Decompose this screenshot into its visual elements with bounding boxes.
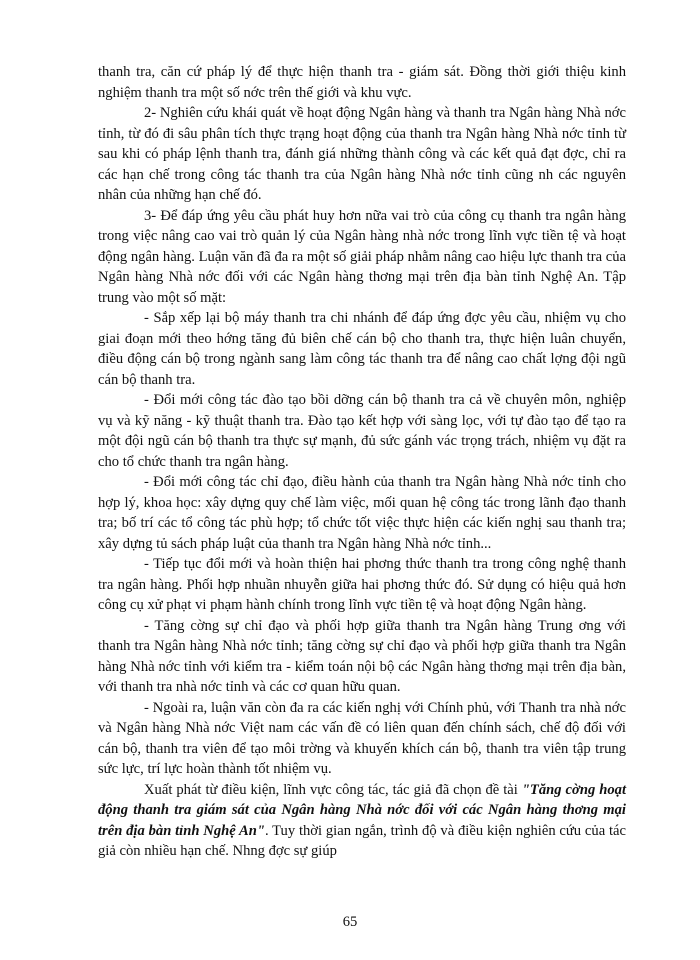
paragraph-7: - Tiếp tục đổi mới và hoàn thiện hai phơng thức thanh tra trong công nghệ thanh tra ngân hàng. Phối hợp nhuần nhuyễn giữa hai phơng thức đó. Sử dụng có hiệu quả hơn công cụ xử phạt vi phạm hành chính trong lĩnh vực tiền tệ và hoạt động Ngân hàng. — [98, 556, 626, 613]
paragraph-10-intro: Xuất phát từ điều kiện, lĩnh vực công tác, tác giả đã chọn đề tài — [144, 781, 522, 798]
paragraph-4: - Sắp xếp lại bộ máy thanh tra chi nhánh để đáp ứng đợc yêu cầu, nhiệm vụ cho giai đoạn mới theo hớng tăng đủ biên chế cán bộ cho thanh tra, thực hiện luân chuyển, điều động cán bộ trong ngành sang làm công tác thanh tra để nâng cao chất lợng đội ngũ cán bộ thanh tra. — [98, 310, 626, 388]
paragraph-6: - Đổi mới công tác chỉ đạo, điều hành của thanh tra Ngân hàng Nhà nớc tỉnh cho hợp lý, khoa học: xây dựng quy chế làm việc, mối quan hệ công tác trong lãnh đạo thanh tra; bố trí các tổ công tác phù hợp; tổ chức tốt việc thực hiện các kiến nghị sau thanh tra; xây dựng tủ sách pháp luật của thanh tra Ngân hàng Nhà nớc tỉnh... — [98, 474, 626, 552]
paragraph-10-rest: . Tuy thời gian ngắn, trình độ và điều kiện nghiên cứu của tác giả còn nhiều hạn chế. Nhng đợc sự giúp — [98, 822, 626, 859]
paragraph-1: thanh tra, căn cứ pháp lý để thực hiện thanh tra - giám sát. Đồng thời giới thiệu kinh nghiệm thanh tra một số nớc trên thế giới và khu vực. — [98, 64, 626, 101]
paragraph-2: 2- Nghiên cứu khái quát về hoạt động Ngân hàng và thanh tra Ngân hàng Nhà nớc tỉnh, từ đó đi sâu phân tích thực trạng hoạt động của thanh tra Ngân hàng Nhà nớc tỉnh từ sau khi có pháp lệnh thanh tra, đánh giá những thành công và các kết quả đạt đợc, chỉ ra các hạn chế trong công tác thanh tra của Ngân hàng Nhà nớc tỉnh cũng nh các nguyên nhân của những hạn chế đó. — [98, 105, 626, 203]
paragraph-9: - Ngoài ra, luận văn còn đa ra các kiến nghị với Chính phủ, với Thanh tra nhà nớc và Ngân hàng Nhà nớc Việt nam các vấn đề có liên quan đến chính sách, chế độ đối với cán bộ, thanh tra viên để tạo môi trờng và khuyến khích cán bộ, thanh tra viên tập trung sức lực, trí lực hoàn thành tốt nhiệm vụ. — [98, 699, 626, 777]
page-number: 65 — [342, 914, 358, 930]
paragraph-10 — [98, 780, 626, 862]
body-text — [98, 62, 626, 862]
paragraph-5: - Đổi mới công tác đào tạo bồi dỡng cán bộ thanh tra cả về chuyên môn, nghiệp vụ và kỹ năng - kỹ thuật thanh tra. Đào tạo kết hợp với sàng lọc, với tự đào tạo để tạo ra một đội ngũ cán bộ thanh tra thực sự mạnh, đủ sức gánh vác trọng trách, nhiệm vụ đặt ra cho tổ chức thanh tra ngân hàng. — [98, 392, 626, 470]
paragraph-8: - Tăng cờng sự chỉ đạo và phối hợp giữa thanh tra Ngân hàng Trung ơng với thanh tra Ngân hàng Nhà nớc tỉnh; tăng cờng sự chỉ đạo và phối hợp giữa thanh tra Ngân hàng Nhà nớc tỉnh với kiểm tra - kiểm toán nội bộ các Ngân hàng thơng mại trên địa bàn, với thanh tra nhà nớc tỉnh và các cơ quan hữu quan. — [98, 617, 626, 695]
thesis-title: "Tăng cờng hoạt động thanh tra giám sát của Ngân hàng Nhà nớc đối với các Ngân hàng thơng mại trên địa bàn tỉnh Nghệ An" — [98, 781, 627, 839]
paragraph-3: 3- Để đáp ứng yêu cầu phát huy hơn nữa vai trò của công cụ thanh tra ngân hàng trong việc nâng cao vai trò quản lý của Ngân hàng nhà nớc trong lĩnh vực tiền tệ và hoạt động ngân hàng. Luận văn đã đa ra một số giải pháp nhằm nâng cao hiệu lực thanh tra của Ngân hàng Nhà nớc đối với các Ngân hàng thơng mại trên địa bàn tỉnh Nghệ An. Tập trung vào một số mặt: — [98, 207, 626, 306]
